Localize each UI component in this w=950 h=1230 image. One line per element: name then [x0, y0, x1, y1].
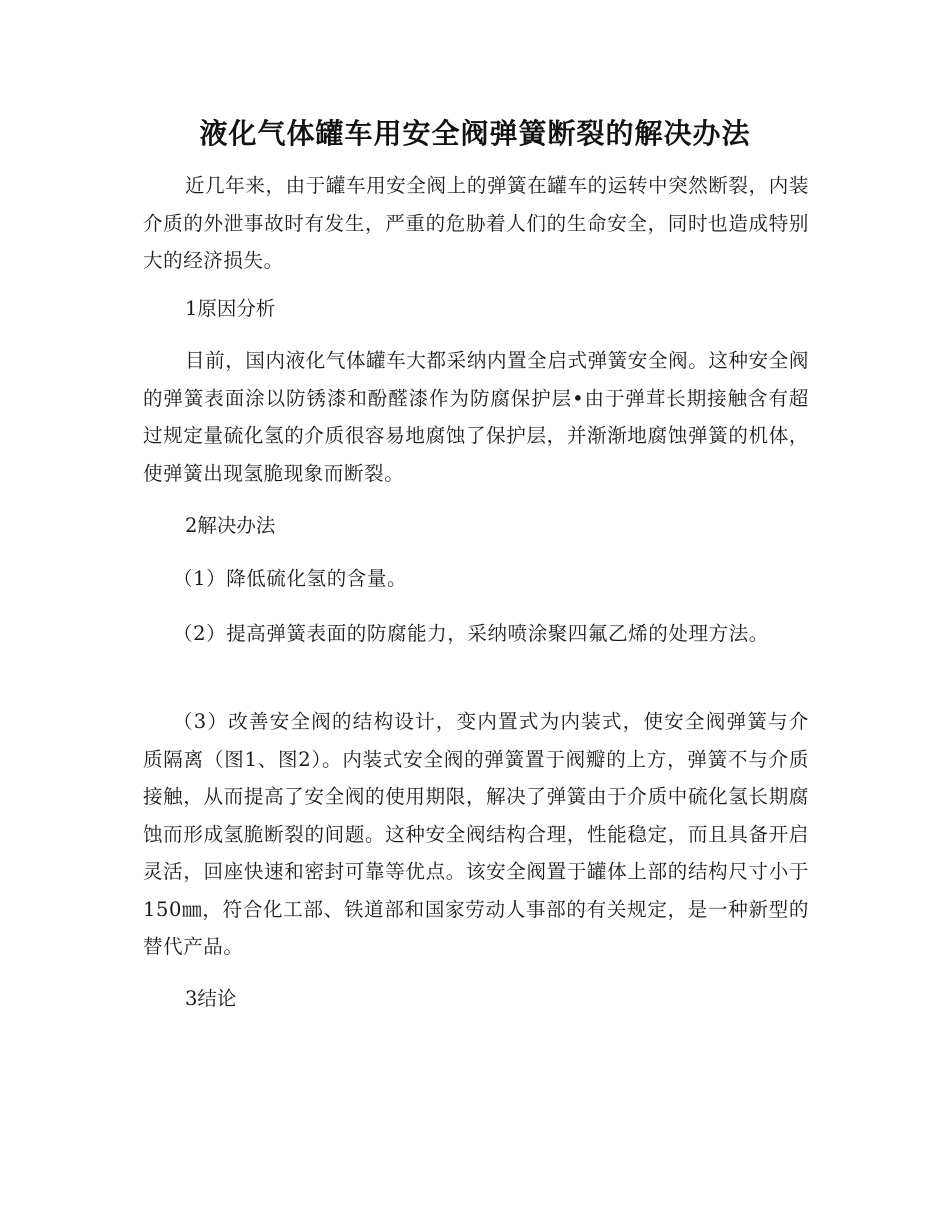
cause-analysis-paragraph: 目前，国内液化气体罐车大都采纳内置全启式弹簧安全阀。这种安全阀的弹簧表面涂以防锈漆和酚醛漆作为防腐保护层•由于弹茸长期接触含有超过规定量硫化氢的介质很容易地腐蚀了保护层，并渐渐地腐蚀弹簧的机体，使弹簧出现氢脆现象而断裂。 — [143, 349, 809, 485]
section-heading-conclusion: 3结论 — [185, 987, 237, 1010]
intro-paragraph: 近几年来，由于罐车用安全阀上的弹簧在罐车的运转中突然断裂，内装介质的外泄事故时有发生，严重的危胁着人们的生命安全，同时也造成特别大的经济损失。 — [143, 174, 809, 272]
solution-item-3: （3）改善安全阀的结构设计，变内置式为内装式，使安全阀弹簧与介质隔离（图1、图2）。内装式安全阀的弹簧置于阀瓣的上方，弹簧不与介质接触，从而提高了安全阀的使用期限，解决了弹簧由于介质中硫化氢长期腐蚀而形成氢脆断裂的间题。这种安全阀结构合理，性能稳定，而且具备开启灵活，回座快速和密封可靠等优点。该安全阀置于罐体上部的结构尺寸小于150㎜，符合化工部、铁道部和国家劳动人事部的有关规定，是一种新型的替代产品。 — [143, 710, 809, 958]
section-heading-solutions: 2解决办法 — [185, 514, 276, 537]
page-title: 液化气体罐车用安全阀弹簧断裂的解决办法 — [199, 117, 751, 150]
section-heading-cause-analysis: 1原因分析 — [185, 297, 276, 320]
solution-item-2: （2）提高弹簧表面的防腐能力，采纳喷涂聚四氟乙烯的处理方法。 — [173, 622, 769, 645]
solution-item-1: （1）降低硫化氢的含量。 — [173, 567, 408, 590]
